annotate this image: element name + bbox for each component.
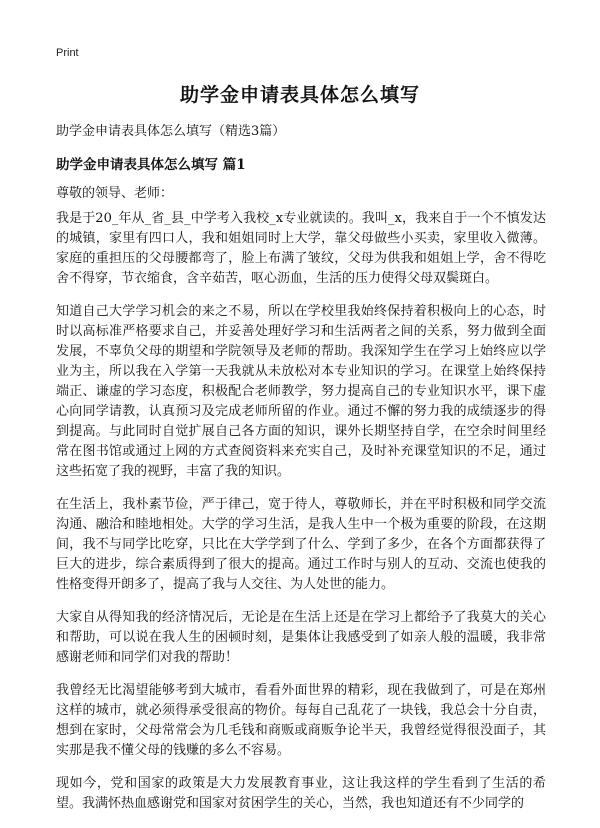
- document-subtitle: 助学金申请表具体怎么填写（精选3篇）: [56, 124, 286, 139]
- paragraph: 大家自从得知我的经济情况后，无论是在生活上还是在学习上都给予了我莫大的关心和帮助，可以说在我人生的困顿时刻，是集体让我感受到了如亲人般的温暖，我非常感谢老师和同学们对我的帮助！: [56, 610, 546, 665]
- paragraph: 知道自己大学学习机会的来之不易，所以在学校里我始终保持着积极向上的心态，时时以高标准严格要求自己，并妥善处理好学习和生活两者之间的关系，努力做到全面发展，不辜负父母的期望和学院领导及老师的帮助。我深知学生在学习上始终应以学业为主，所以我在入学第一天我就从未放松对本专业知识的学习。在课堂上始终保持端正、谦虚的学习态度，积极配合老师教学，努力提高自己的专业知识水平，课下虚心向同学请教，认真预习及完成老师所留的作业。通过不懈的努力我的成绩逐步的得到提高。与此同时自觉扩展自己各方面的知识，课外长期坚持自学，在空余时间里经常在图书馆或通过上网的方式查阅资料来充实自己，及时补充课堂知识的不足，通过这些拓宽了我的视野，丰富了我的知识。: [56, 304, 546, 479]
- paragraph: 现如今，党和国家的政策是大力发展教育事业，这让我这样的学生看到了生活的希望。我满怀热血感谢党和国家对贫困学生的关心，当然，我也知道还有不少同学的: [56, 776, 546, 811]
- paragraph: 我是于20_年从_省_县_中学考入我校_x专业就读的。我叫_x，我来自于一个不慎发达的城镇，家里有四口人，我和姐姐同时上大学，靠父母做些小买卖，家里收入微薄。家庭的重担压的父母腰都弯了，脸上布满了皱纹，父母为供我和姐姐上学，舍不得吃舍不得穿，节衣缩食，含辛茹苦，呕心沥血，生活的压力使得父母双鬓斑白。: [56, 211, 546, 286]
- salutation: 尊敬的领导、老师：: [56, 186, 174, 201]
- print-link[interactable]: Print: [56, 47, 79, 59]
- paragraph: 在生活上，我朴素节俭，严于律己，宽于待人，尊敬师长，并在平时积极和同学交流沟通、融洽和睦地相处。大学的学习生活，是我人生中一个极为重要的阶段，在这期间，我不与同学比吃穿，只比在大学学到了什么、学到了多少，在各个方面都获得了巨大的进步，综合素质得到了很大的提高。通过工作时与别人的互动、交流也使我的性格变得开朗多了，提高了我与人交往、为人处世的能力。: [56, 497, 546, 592]
- section-heading: 助学金申请表具体怎么填写 篇1: [56, 157, 246, 173]
- paragraph: 我曾经无比渴望能够考到大城市，看看外面世界的精彩，现在我做到了，可是在郑州这样的城市，就必须得承受很高的物价。每每自己乱花了一块钱，我总会十分自责，想到在家时，父母常常会为几毛钱和商贩或商贩争论半天，我曾经觉得很没面子，其实那是我不懂父母的钱赚的多么不容易。: [56, 683, 546, 758]
- page-title: 助学金申请表具体怎么填写: [179, 84, 420, 106]
- letter-body: [56, 209, 546, 827]
